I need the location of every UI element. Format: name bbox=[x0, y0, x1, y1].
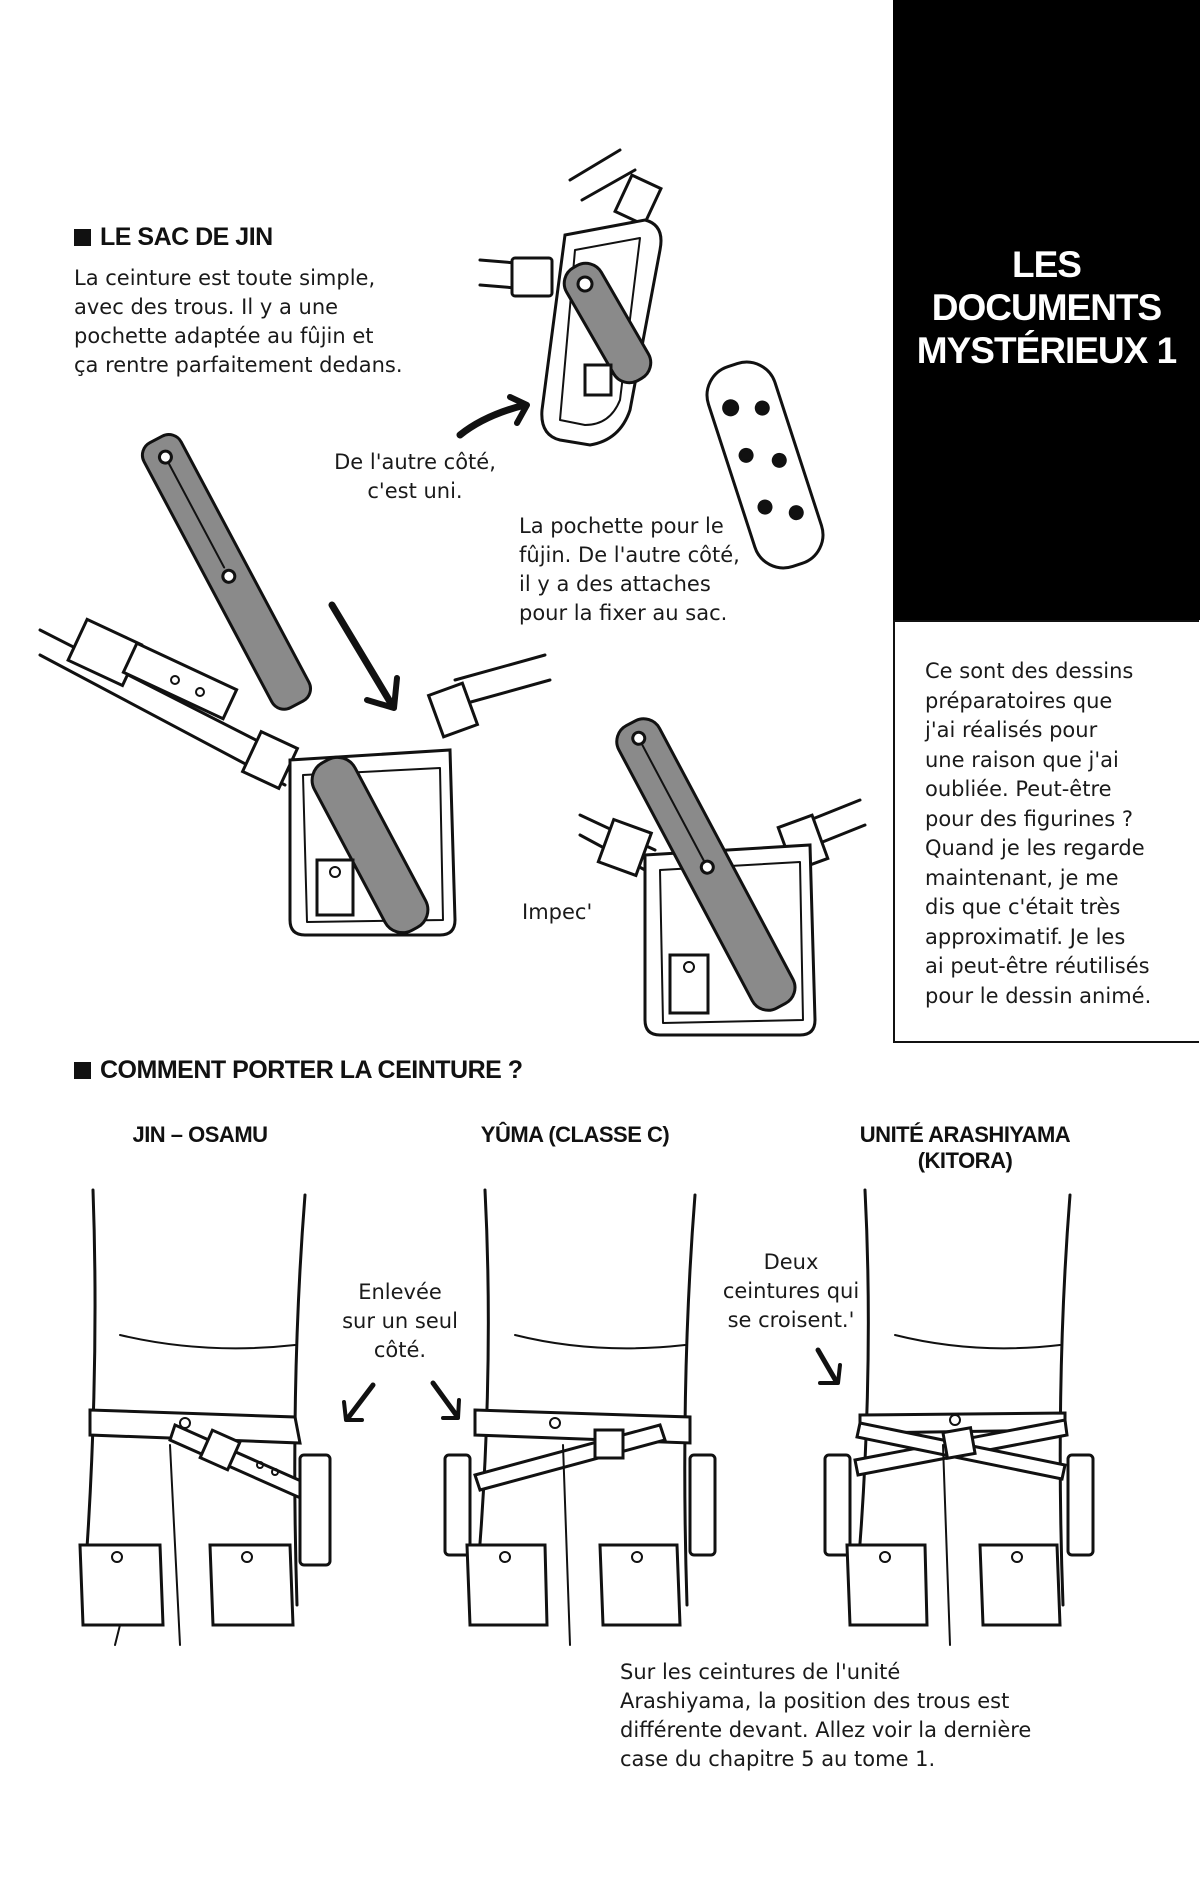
section-heading-jin-bag bbox=[74, 223, 273, 252]
note-bottom: Sur les ceintures de l'unité Arashiyama, la position des trous est différente devant. Allez voir la dernière case du chapitre 5 au tome 1. bbox=[620, 1658, 1080, 1774]
column-title-arashiyama: UNITÉ ARASHIYAMA (KITORA) bbox=[859, 1122, 1071, 1173]
note-other-side: De l'autre côté, c'est uni. bbox=[334, 450, 496, 503]
section-heading-wear-belt bbox=[74, 1056, 523, 1085]
belt-bag-illustration bbox=[35, 600, 555, 940]
note-pouch: La pochette pour le fûjin. De l'autre côté, il y a des attaches pour la fixer au sac. bbox=[519, 514, 740, 625]
section-heading-text: LE SAC DE JIN bbox=[100, 223, 273, 251]
figure-arashiyama-belt bbox=[825, 1185, 1095, 1645]
title-block bbox=[893, 0, 1200, 620]
square-bullet-icon bbox=[74, 229, 91, 246]
arrow-left-down-icon bbox=[340, 1380, 380, 1425]
column-title-jin-osamu: JIN – OSAMU bbox=[132, 1122, 268, 1147]
note-two-belts: Deux ceintures qui se croisent.' bbox=[722, 1250, 860, 1332]
note-impec: Impec' bbox=[522, 900, 593, 924]
square-bullet-icon bbox=[74, 1062, 91, 1079]
side-note-text: Ce sont des dessins préparatoires que j'ai réalisés pour une raison que j'ai oubliée. Peut-être pour des figurines ? Quand je les regarde maintenant, je me dis que c'était très approximatif. Je les ai peut-être réutilisés pour le dessin animé. bbox=[925, 659, 1152, 1008]
column-title-yuma: YÛMA (CLASSE C) bbox=[480, 1122, 670, 1147]
curved-arrow-icon bbox=[455, 395, 535, 445]
side-note-box bbox=[893, 620, 1199, 1043]
note-one-side: Enlevée sur un seul côté. bbox=[342, 1280, 458, 1362]
bag-stick-out-illustration bbox=[575, 690, 875, 1040]
page-title: LES DOCUMENTS MYSTÉRIEUX 1 bbox=[916, 244, 1177, 371]
section-heading-text: COMMENT PORTER LA CEINTURE ? bbox=[100, 1056, 523, 1084]
section-intro: La ceinture est toute simple, avec des trous. Il y a une pochette adaptée au fûjin et ça rentre parfaitement dedans. bbox=[74, 266, 403, 377]
figure-jin-osamu-belt bbox=[75, 1185, 345, 1645]
figure-yuma-belt bbox=[445, 1185, 715, 1645]
